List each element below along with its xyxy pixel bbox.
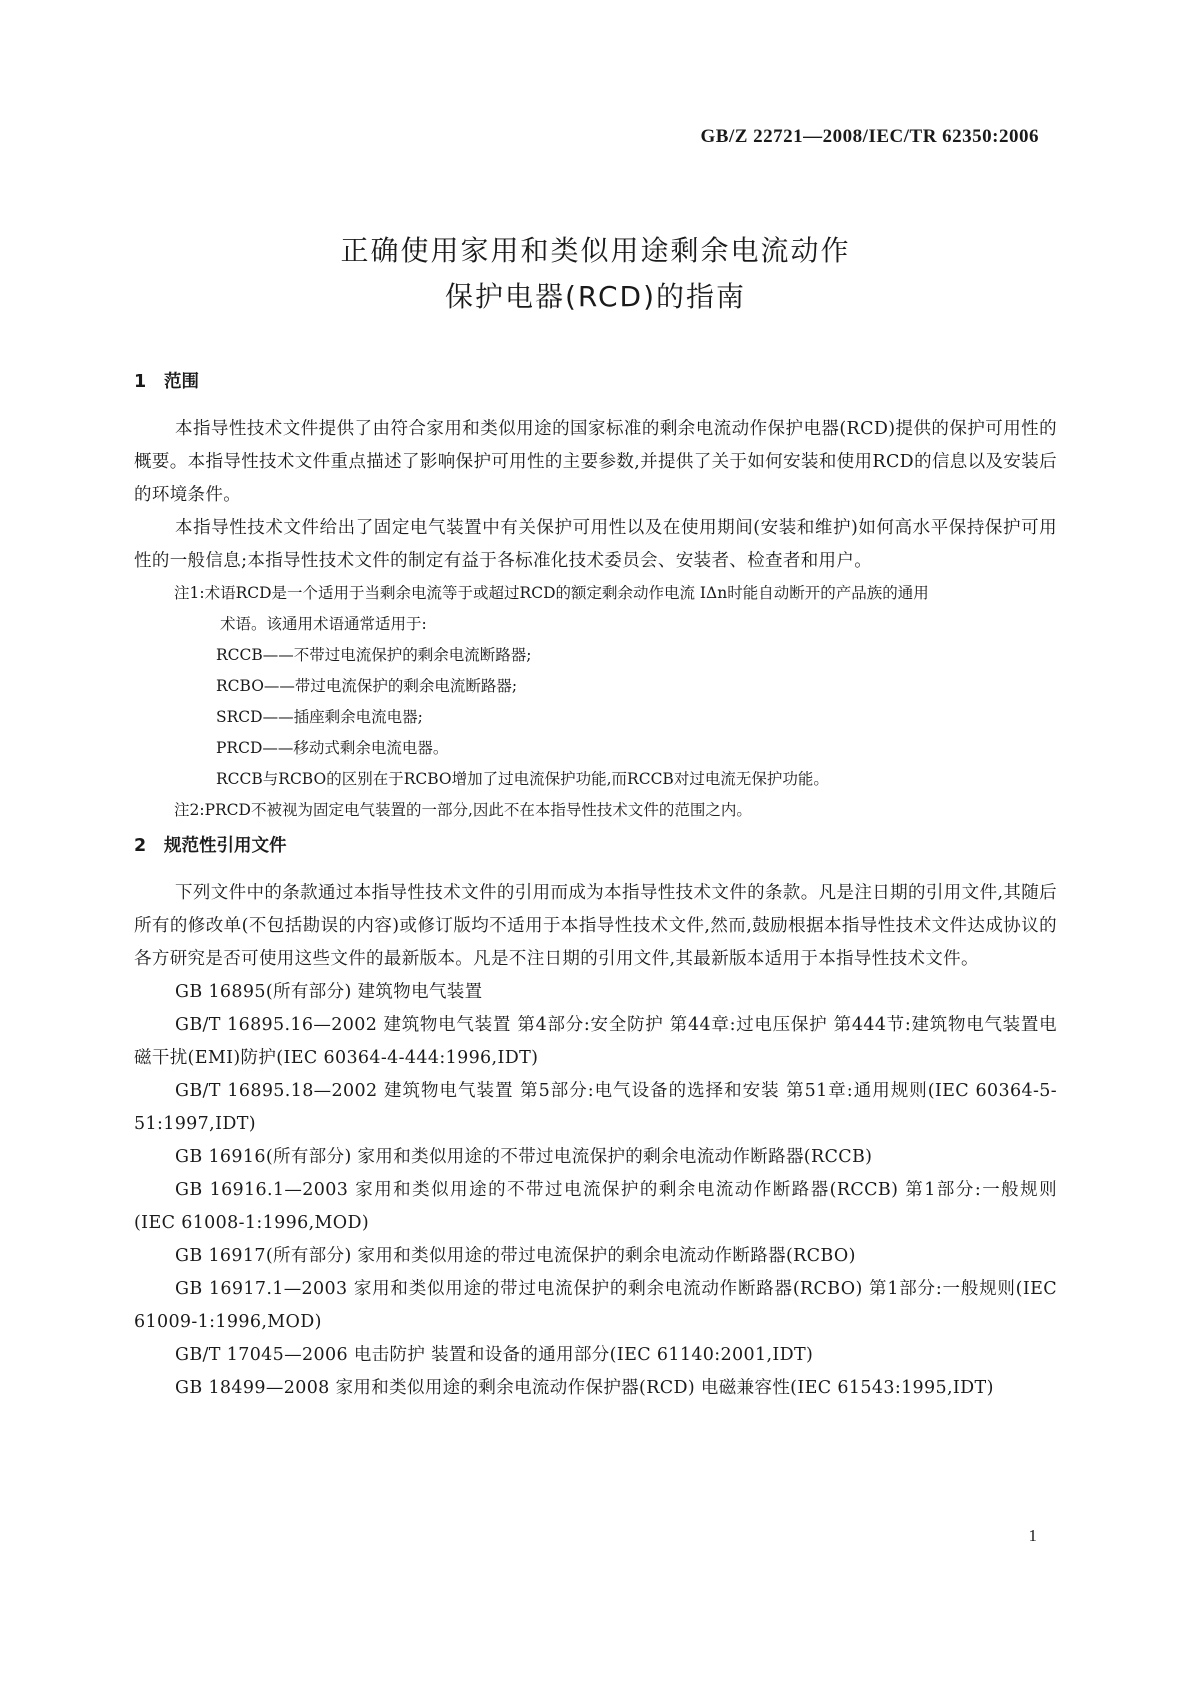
note-line: 注1:术语RCD是一个适用于当剩余电流等于或超过RCD的额定剩余动作电流 IΔn时能自动断开的产品族的通用 xyxy=(174,584,929,602)
standard-code: GB/Z 22721—2008/IEC/TR 62350:2006 xyxy=(700,126,1039,147)
section-title: 规范性引用文件 xyxy=(164,836,287,856)
section-number: 1 xyxy=(134,372,147,392)
note-1 xyxy=(134,578,1057,795)
reference-item: GB/T 16895.18—2002 建筑物电气装置 第5部分:电气设备的选择和安装 第51章:通用规则(IEC 60364-5-51:1997,IDT) xyxy=(134,1081,1057,1134)
note-item: PRCD——移动式剩余电流电器。 xyxy=(216,739,449,757)
paragraph: 下列文件中的条款通过本指导性技术文件的引用而成为本指导性技术文件的条款。凡是注日期的引用文件,其随后所有的修改单(不包括勘误的内容)或修订版均不适用于本指导性技术文件,然而,鼓励根据本指导性技术文件达成协议的各方研究是否可使用这些文件的最新版本。凡是不注日期的引用文件,其最新版本适用于本指导性技术文件。 xyxy=(134,883,1057,969)
reference-item: GB 16895(所有部分) 建筑物电气装置 xyxy=(175,982,483,1002)
title-line-2: 保护电器(RCD)的指南 xyxy=(444,280,747,313)
note-item: RCCB——不带过电流保护的剩余电流断路器; xyxy=(216,646,532,664)
note-line: 注2:PRCD不被视为固定电气装置的一部分,因此不在本指导性技术文件的范围之内。 xyxy=(174,801,752,819)
note-2 xyxy=(134,795,1057,826)
body-content xyxy=(134,368,1057,1405)
note-item: RCCB与RCBO的区别在于RCBO增加了过电流保护功能,而RCCB对过电流无保护功能。 xyxy=(216,770,829,788)
title-line-1: 正确使用家用和类似用途剩余电流动作 xyxy=(340,234,851,267)
section-title: 范围 xyxy=(164,372,199,392)
note-item: RCBO——带过电流保护的剩余电流断路器; xyxy=(216,677,518,695)
reference-item: GB/T 16895.16—2002 建筑物电气装置 第4部分:安全防护 第44章:过电压保护 第444节:建筑物电气装置电磁干扰(EMI)防护(IEC 60364-4-444:1996,IDT) xyxy=(134,1015,1057,1068)
section-number: 2 xyxy=(134,836,147,856)
reference-item: GB 16917(所有部分) 家用和类似用途的带过电流保护的剩余电流动作断路器(RCBO) xyxy=(175,1246,856,1266)
reference-item: GB 16917.1—2003 家用和类似用途的带过电流保护的剩余电流动作断路器(RCBO) 第1部分:一般规则(IEC 61009-1:1996,MOD) xyxy=(134,1279,1057,1332)
reference-item: GB 16916(所有部分) 家用和类似用途的不带过电流保护的剩余电流动作断路器(RCCB) xyxy=(175,1147,873,1167)
note-item: SRCD——插座剩余电流电器; xyxy=(216,708,423,726)
reference-item: GB/T 17045—2006 电击防护 装置和设备的通用部分(IEC 61140:2001,IDT) xyxy=(175,1345,814,1365)
document-title xyxy=(0,228,1191,320)
section-1-heading xyxy=(134,368,1057,396)
section-2-heading xyxy=(134,832,1057,860)
reference-item: GB 18499—2008 家用和类似用途的剩余电流动作保护器(RCD) 电磁兼容性(IEC 61543:1995,IDT) xyxy=(175,1378,994,1398)
paragraph: 本指导性技术文件给出了固定电气装置中有关保护可用性以及在使用期间(安装和维护)如何高水平保持保护可用性的一般信息;本指导性技术文件的制定有益于各标准化技术委员会、安装者、检查者和用户。 xyxy=(134,518,1057,571)
paragraph: 本指导性技术文件提供了由符合家用和类似用途的国家标准的剩余电流动作保护电器(RCD)提供的保护可用性的概要。本指导性技术文件重点描述了影响保护可用性的主要参数,并提供了关于如何安装和使用RCD的信息以及安装后的环境条件。 xyxy=(134,419,1057,505)
reference-item: GB 16916.1—2003 家用和类似用途的不带过电流保护的剩余电流动作断路器(RCCB) 第1部分:一般规则(IEC 61008-1:1996,MOD) xyxy=(134,1180,1057,1233)
note-line: 术语。该通用术语通常适用于: xyxy=(220,615,427,633)
page-number: 1 xyxy=(1028,1526,1037,1545)
